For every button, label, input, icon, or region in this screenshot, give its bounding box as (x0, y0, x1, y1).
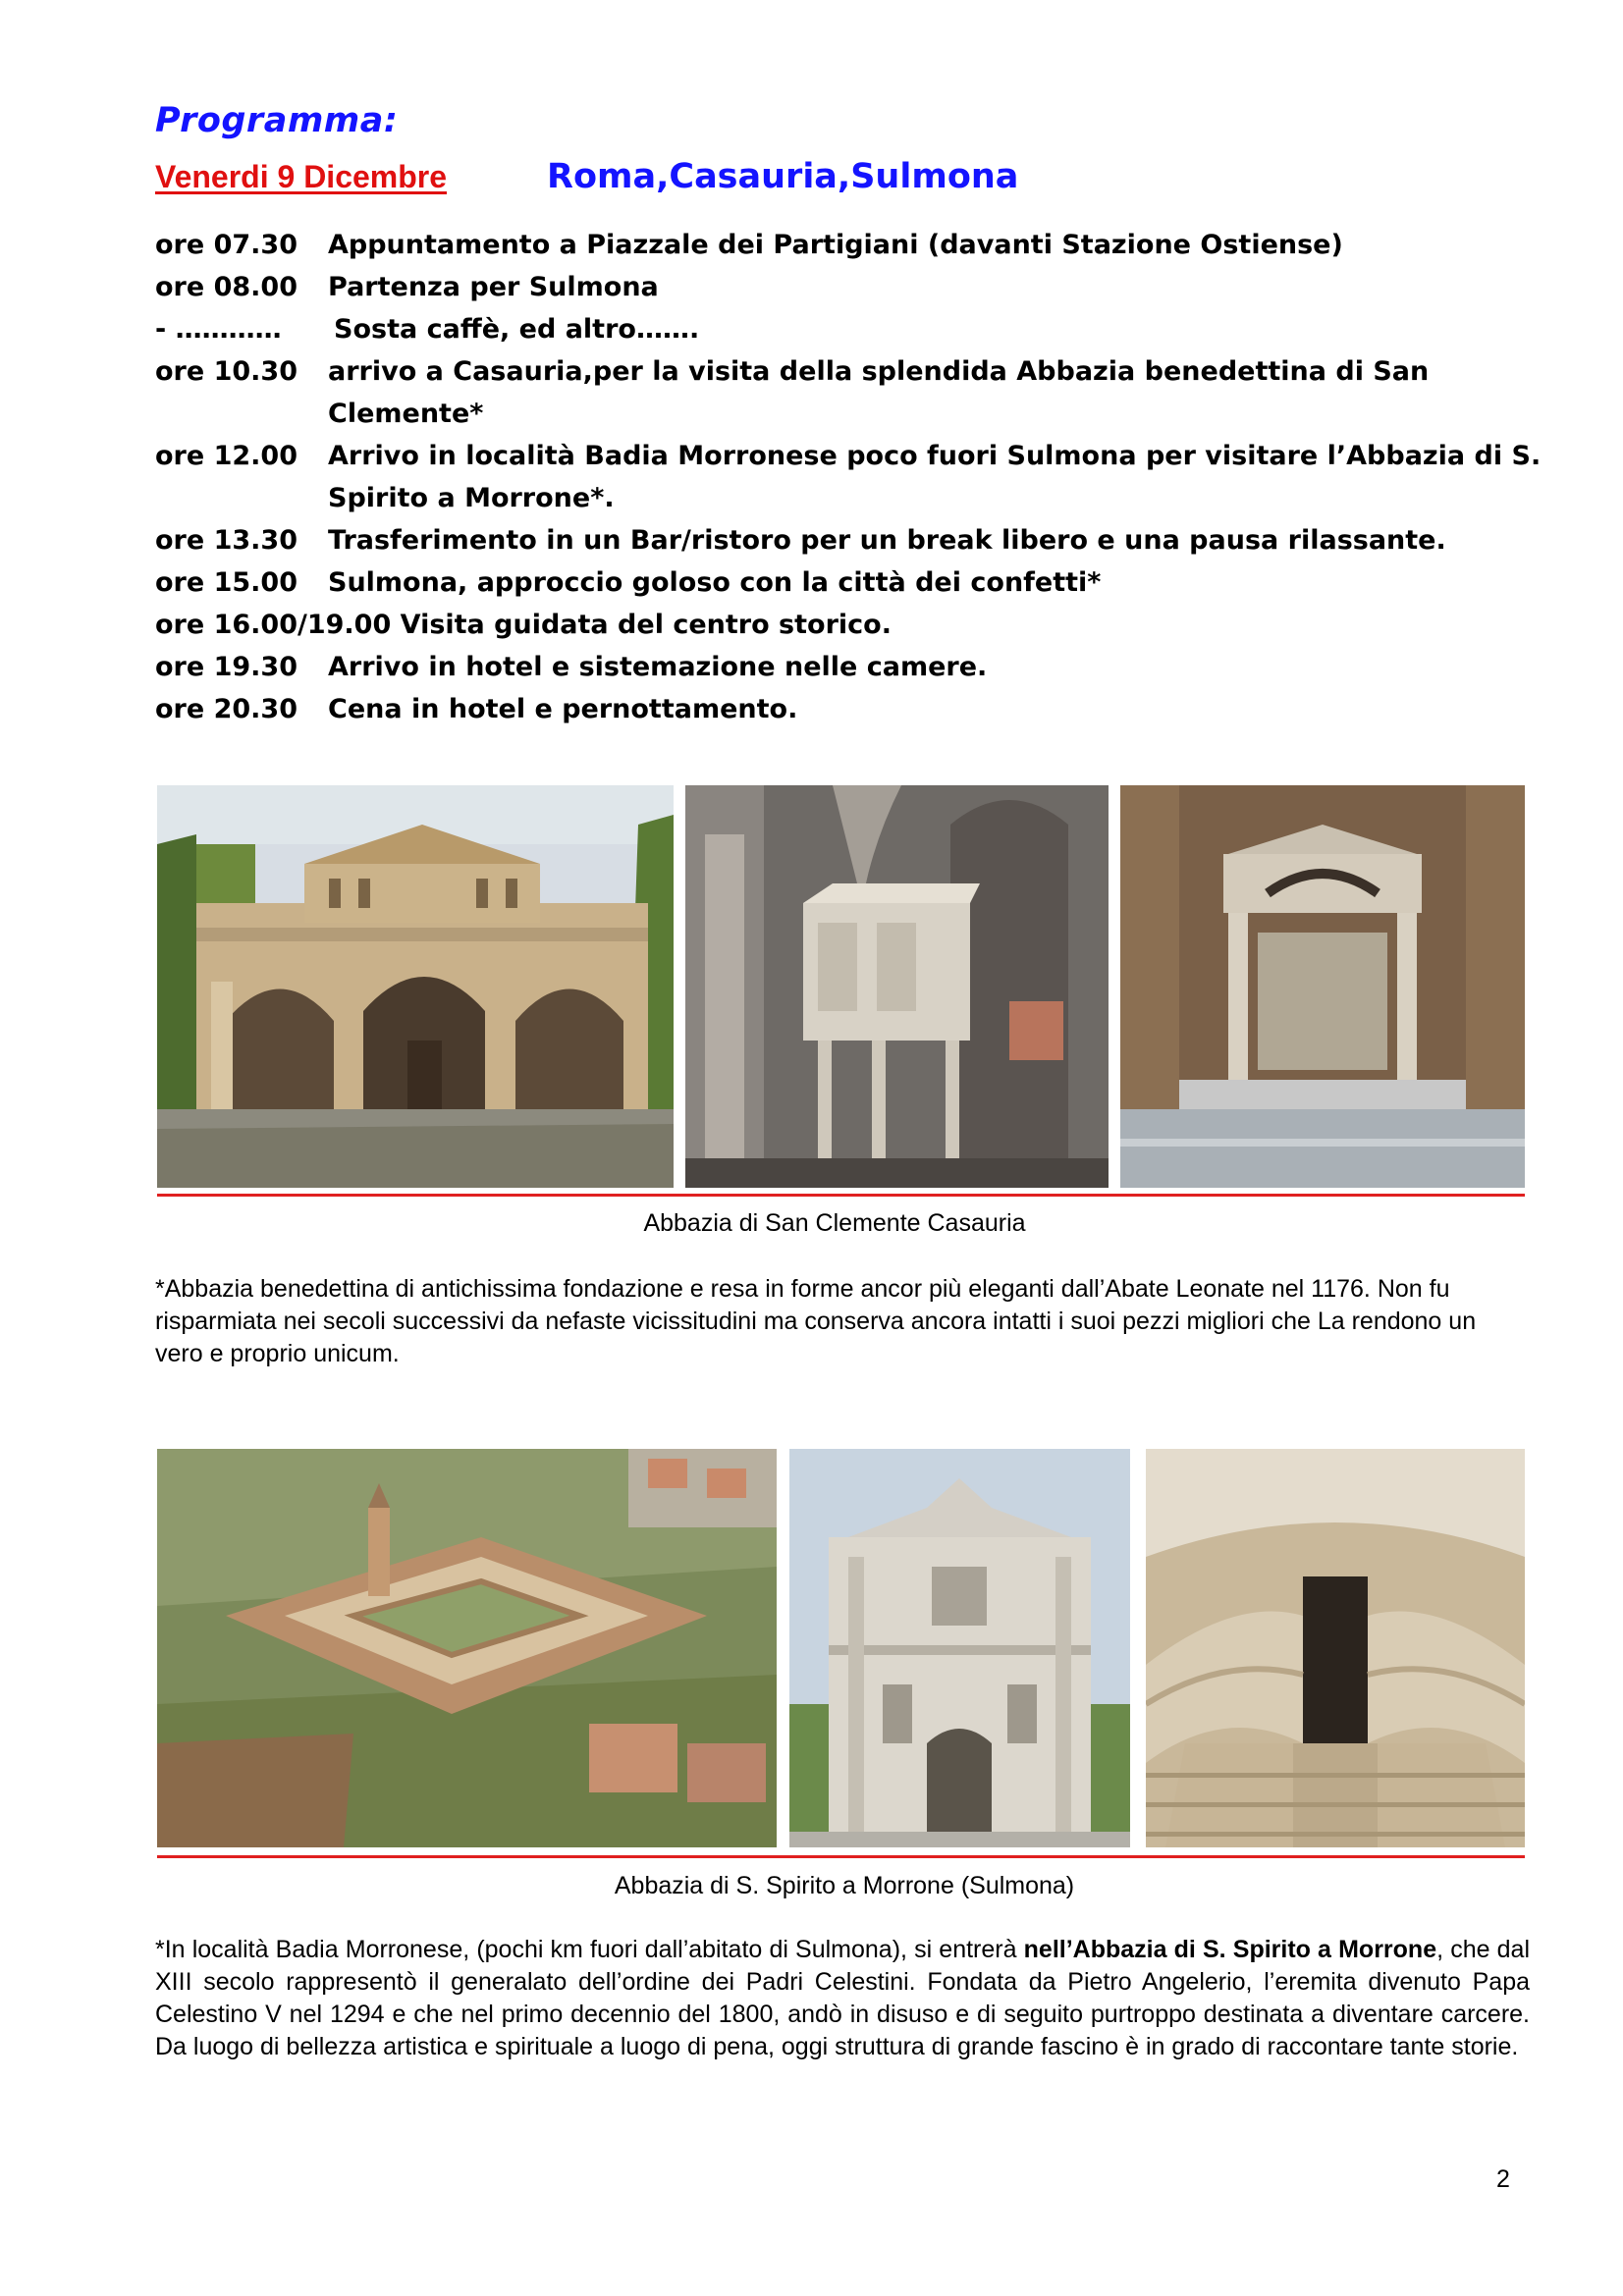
morrone-note (155, 1934, 1530, 2063)
schedule-time: ore 13.30 (155, 525, 298, 556)
schedule-activity: Sulmona, approccio goloso con la città dei confetti* (328, 567, 1102, 598)
schedule-activity: Partenza per Sulmona (328, 272, 659, 302)
schedule-row (155, 604, 1530, 646)
schedule-row (155, 308, 1530, 350)
schedule-time: ore 07.30 (155, 230, 298, 260)
schedule-activity: arrivo a Casauria,per la visita della splendida Abbazia benedettina di San (328, 356, 1430, 387)
san-clemente-caption: Abbazia di San Clemente Casauria (643, 1209, 1026, 1237)
schedule-row (155, 519, 1530, 561)
morrone-aerial-photo (157, 1449, 777, 1847)
morrone-note-end: , che dal XIII secolo rappresentò il generalato dell’ordine dei Padri Celestini. Fondata da Pietro Angelerio, l’eremita divenuto Papa Celestino V nel 1294 e che nel primo decennio del 1800, andò in disuso e di seguito purtroppo destinata a diventare carcere. Da luogo di bellezza artistica e spirituale a luogo di pena, oggi struttura di grande fascino è in grado di raccontare tante storie. (155, 1936, 1530, 2060)
schedule-time: ore 16.00/19.00 Visita guidata del centro storico. (155, 610, 892, 640)
schedule-row (155, 266, 1530, 308)
schedule-row (155, 224, 1530, 266)
morrone-staircase-photo (1146, 1449, 1525, 1847)
schedule-time: ore 08.00 (155, 272, 298, 302)
schedule-activity-continued: Spirito a Morrone*. (328, 483, 615, 513)
schedule-time: - ………… (155, 314, 282, 345)
schedule-activity: Appuntamento a Piazzale dei Partigiani (davanti Stazione Ostiense) (328, 230, 1343, 260)
day-label: Venerdi 9 Dicembre (155, 159, 448, 194)
programme-heading: Programma: (155, 101, 399, 140)
schedule-row (155, 688, 1530, 730)
schedule-activity-continued: Clemente* (328, 399, 484, 429)
san-clemente-pulpit-photo (685, 785, 1109, 1188)
san-clemente-facade-photo (157, 785, 674, 1188)
schedule-time: ore 15.00 (155, 567, 298, 598)
morrone-caption: Abbazia di S. Spirito a Morrone (Sulmona) (614, 1872, 1075, 1899)
morrone-church-facade-photo (789, 1449, 1130, 1847)
schedule-row (155, 561, 1530, 604)
san-clemente-note: *Abbazia benedettina di antichissima fondazione e resa in forme ancor più eleganti dall’Abate Leonate nel 1176. Non fu risparmiata nei secoli successivi da nefaste vicissitudini ma conserva ancora intatti i suoi pezzi migliori che La rendono un vero e proprio unicum. (155, 1275, 1477, 1367)
morrone-note-bold: nell’Abbazia di S. Spirito a Morrone (1023, 1936, 1437, 1963)
schedule-activity: Cena in hotel e pernottamento. (328, 694, 798, 724)
schedule-row (155, 646, 1530, 688)
day-route: Roma,Casauria,Sulmona (547, 157, 1019, 196)
schedule-row (155, 435, 1542, 519)
divider-line (157, 1855, 1525, 1858)
page-number: 2 (1496, 2165, 1510, 2193)
schedule-activity: Arrivo in località Badia Morronese poco fuori Sulmona per visitare l’Abbazia di S. (328, 441, 1542, 471)
schedule-activity: Arrivo in hotel e sistemazione nelle camere. (328, 652, 988, 682)
morrone-note-start: *In località Badia Morronese, (pochi km fuori dall’abitato di Sulmona), si entrerà (155, 1936, 1024, 1963)
schedule-time: ore 12.00 (155, 441, 298, 471)
schedule-time: ore 19.30 (155, 652, 298, 682)
divider-line (157, 1194, 1525, 1197)
schedule-activity: Trasferimento in un Bar/ristoro per un break libero e una pausa rilassante. (328, 525, 1446, 556)
san-clemente-altar-photo (1120, 785, 1525, 1188)
schedule-row (155, 350, 1530, 435)
schedule-activity: Sosta caffè, ed altro……. (334, 314, 700, 345)
schedule-time: ore 10.30 (155, 356, 298, 387)
schedule-time: ore 20.30 (155, 694, 298, 724)
schedule-list (155, 224, 1542, 730)
